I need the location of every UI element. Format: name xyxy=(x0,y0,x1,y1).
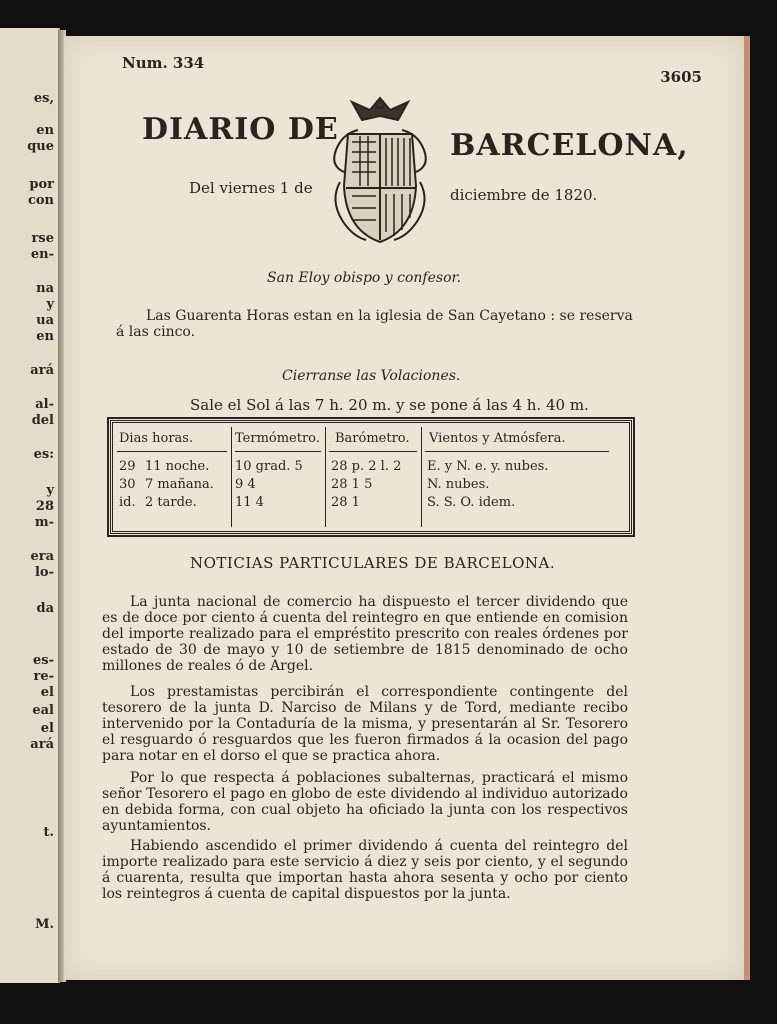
masthead-title-left: DIARIO DE xyxy=(142,112,339,147)
left-page-fragment: m- xyxy=(34,515,54,530)
left-page-fragment: 28 xyxy=(35,499,54,514)
issue-number: Num. 334 xyxy=(122,54,205,72)
sun-times: Sale el Sol á las 7 h. 20 m. y se pone á las 4 h. 40 m. xyxy=(190,396,589,414)
left-page-edge xyxy=(0,28,60,983)
left-page-fragment: t. xyxy=(43,825,54,840)
weather-table xyxy=(110,420,632,534)
row-thermo: 10 grad. 5 xyxy=(235,459,303,474)
left-page-fragment: en xyxy=(36,329,54,344)
row-day: id. xyxy=(119,495,136,510)
article-paragraph: La junta nacional de comercio ha dispuesto el tercer dividendo que es de doce por ciento á cuenta del reintegro en que entiende en comision del importe realizado para el empréstito prescrito con reales órdenes por estado de 30 de mayo y 10 de setiembre de 1815 denominado de ocho millones de reales ó de Argel. xyxy=(102,594,628,674)
left-page-fragment: el xyxy=(40,685,54,700)
article-paragraph: Los prestamistas percibirán el correspondiente contingente del tesorero de la junta D. Narciso de Milans y de Tord, mediante recibo intervenido por la Contaduría de la misma, y presentarán al Sr. Tesorero el resguardo ó resguardos que les fueron firmados á la ocasion del pago para notar en el dorso el que se practica ahora. xyxy=(102,684,628,764)
row-baro: 28 1 5 xyxy=(331,477,373,492)
row-baro: 28 p. 2 l. 2 xyxy=(331,459,402,474)
left-page-fragment: y xyxy=(46,483,54,498)
row-wind: S. S. O. idem. xyxy=(427,495,516,510)
left-page-fragment: que xyxy=(27,139,54,154)
left-page-fragment: es: xyxy=(33,447,54,462)
left-page-fragment: del xyxy=(31,413,54,428)
forty-hours-notice: Las Guarenta Horas estan en la iglesia de San Cayetano : se reserva á las cinco. xyxy=(116,308,633,340)
left-page-fragment: eal xyxy=(32,703,54,718)
left-page-fragment: por xyxy=(29,177,54,192)
newspaper-page xyxy=(64,36,750,980)
date-left: Del viernes 1 de xyxy=(189,179,313,197)
row-wind: N. nubes. xyxy=(427,477,490,492)
section-title: NOTICIAS PARTICULARES DE BARCELONA. xyxy=(190,554,556,572)
left-page-fragment: ará xyxy=(30,737,54,752)
masthead-title-right: BARCELONA, xyxy=(450,128,689,163)
left-page-fragment: ua xyxy=(36,313,54,328)
left-page-fragment: con xyxy=(27,193,54,208)
left-page-fragment: es, xyxy=(33,91,54,106)
header-barometer: Barómetro. xyxy=(335,431,410,446)
left-page-fragment: re- xyxy=(33,669,54,684)
row-day: 29 xyxy=(119,459,136,474)
left-page-fragment: y xyxy=(46,297,54,312)
left-page-fragment: ará xyxy=(30,363,54,378)
left-page-fragment: na xyxy=(36,281,54,296)
header-days-hours: Dias horas. xyxy=(119,431,194,446)
volaciones-notice: Cierranse las Volaciones. xyxy=(282,368,461,384)
left-page-fragment: al- xyxy=(35,397,54,412)
row-time: 7 mañana. xyxy=(145,477,214,492)
row-baro: 28 1 xyxy=(331,495,360,510)
left-page-fragment: en xyxy=(36,123,54,138)
page-number: 3605 xyxy=(660,68,702,86)
left-page-fragment: era xyxy=(30,549,54,564)
row-thermo: 9 4 xyxy=(235,477,256,492)
row-wind: E. y N. e. y. nubes. xyxy=(427,459,549,474)
row-time: 11 noche. xyxy=(145,459,210,474)
left-page-fragment: M. xyxy=(35,917,54,932)
left-page-fragment: lo- xyxy=(34,565,54,580)
row-time: 2 tarde. xyxy=(145,495,197,510)
left-page-fragment: el xyxy=(40,721,54,736)
row-day: 30 xyxy=(119,477,136,492)
date-right: diciembre de 1820. xyxy=(450,186,598,204)
row-thermo: 11 4 xyxy=(235,495,264,510)
left-page-fragment: es- xyxy=(33,653,54,668)
left-page-fragment: da xyxy=(36,601,54,616)
left-page-fragment: en- xyxy=(30,247,54,262)
article-paragraph: Habiendo ascendido el primer dividendo á cuenta del reintegro del importe realizado para este servicio á diez y seis por ciento, y el segundo á cuarenta, resulta que importan hasta ahora sesenta y ocho por ciento los reintegros á cuenta de capital dispuestos por la junta. xyxy=(102,838,628,902)
saint-of-day: San Eloy obispo y confesor. xyxy=(267,270,462,286)
left-page-fragment: rse xyxy=(31,231,54,246)
header-winds: Vientos y Atmósfera. xyxy=(429,431,566,446)
coat-of-arms-eagle-icon xyxy=(322,90,438,250)
article-paragraph: Por lo que respecta á poblaciones subalternas, practicará el mismo señor Tesorero el pago en globo de este dividendo al individuo autorizado en debida forma, con cual objeto ha oficiado la junta con los respectivos ayuntamientos. xyxy=(102,770,628,834)
header-thermometer: Termómetro. xyxy=(235,431,320,446)
